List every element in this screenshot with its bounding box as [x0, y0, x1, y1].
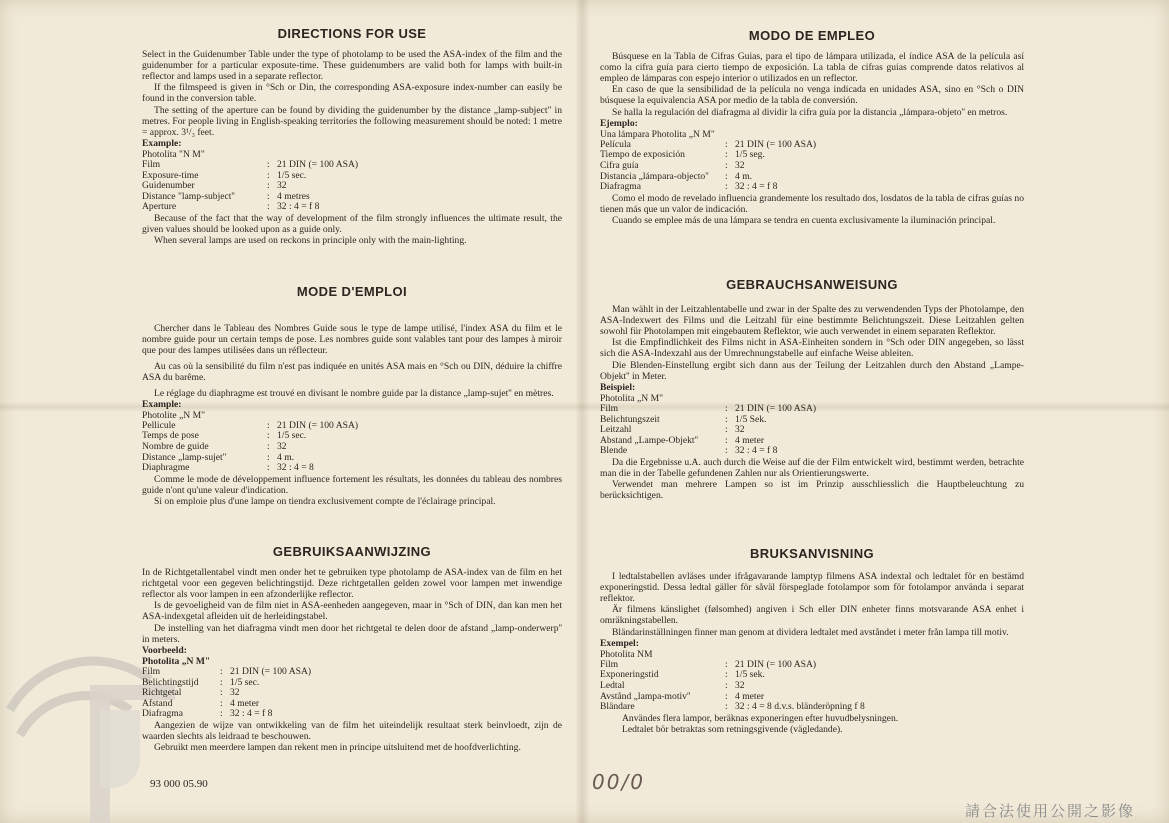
- row-key: Diafragma: [600, 181, 642, 193]
- product-name: Photolita „N M": [142, 655, 211, 667]
- section-swedish: [600, 548, 1024, 735]
- paragraph: Au cas où la sensibilité du film n'est pas indiquée en unités ASA mais en °Sch ou DIN, déduire la chiffre ASA du barême.: [142, 361, 562, 384]
- row-value: 4 meter: [735, 690, 765, 702]
- row-key: Nombre de guide: [142, 441, 209, 453]
- table-row: Film : 21 DIN (= 100 ASA): [142, 665, 312, 677]
- paragraph: Ledtalet bör betraktas som retningsgivende (vägledande).: [622, 723, 843, 735]
- row-value: 4 meter: [230, 697, 260, 709]
- example-label: Example:: [142, 398, 182, 410]
- example-table: [600, 140, 816, 193]
- example-table: [142, 667, 311, 720]
- row-value: 4 m.: [277, 451, 295, 463]
- row-value: 1/5 sec.: [230, 676, 260, 688]
- section-english: [142, 28, 562, 246]
- row-value: 21 DIN (= 100 ASA): [735, 658, 817, 670]
- row-value: 1/5 Sek.: [735, 413, 767, 425]
- product-name: Photolita NM: [600, 648, 653, 660]
- table-row: Film : 21 DIN (= 100 ASA): [600, 402, 817, 414]
- paragraph: In de Richtgetallentabel vindt men onder het te gebruiken type photolamp de ASA-index van de film en het richtgetal voor een gegeven belichtingstijd. Deze richtgetallen gelden zowel voor lampen met inwendige reflector als voor lampen in een afzonderlijke reflector.: [142, 567, 562, 601]
- row-value: 32 : 4 = f 8: [735, 181, 778, 193]
- paragraph: Como el modo de revelado influencia grandemente los resultado dos, losdatos de la tabla de cifras guías no tienen más que un valor de indicación.: [600, 192, 1024, 215]
- table-row: Tiempo de exposición : 1/5 seg.: [600, 150, 816, 161]
- section-dutch: [142, 546, 562, 753]
- row-key: Bländare: [600, 701, 635, 713]
- row-key: Guidenumber: [142, 180, 195, 192]
- example-table: [142, 160, 358, 213]
- row-value: 32 : 4 = 8: [277, 462, 314, 474]
- paragraph: Aangezien de wijze van ontwikkeling van de film het uiteindelijk resultaat sterk beinvloedt, zijn de waarden slechts als leidraad te beschouwen.: [142, 719, 562, 742]
- paragraph: Chercher dans le Tableau des Nombres Guide sous le type de lampe utilisé, l'index ASA du film et le nombre guide pour un certain temps de pose. Les nombres guide sont valables tant pour des lampes à miroir que pour des lampes utilisées dans un réflecteur.: [142, 323, 562, 357]
- table-row: Abstand „Lampe-Objekt'' : 4 meter: [600, 436, 816, 447]
- section-title: GEBRUIKSAANWIJZING: [272, 544, 432, 559]
- row-key: Pellicule: [142, 419, 176, 431]
- example-table: [600, 404, 816, 457]
- row-key: Aperture: [142, 201, 177, 213]
- row-key: Exponeringstid: [600, 669, 659, 681]
- row-key: Distance "lamp-subject'': [142, 190, 235, 202]
- row-key: Cifra guía: [600, 160, 639, 172]
- table-row: Avstånd „lampa-motiv'' : 4 meter: [600, 692, 865, 703]
- product-name: Photolita "N M": [142, 148, 205, 160]
- row-key: Film: [600, 402, 619, 414]
- paragraph: Är filmens känslighet (følsomhed) angiven i Sch eller DIN enheter finns motsvarande ASA enhet i omräkningstabellen.: [600, 604, 1024, 627]
- table-row: Película : 21 DIN (= 100 ASA): [600, 138, 817, 150]
- table-row: Distance "lamp-subject'' : 4 metres: [142, 192, 358, 203]
- row-key: Leitzahl: [600, 424, 632, 436]
- section-french: [142, 286, 562, 507]
- example-label: Ejemplo:: [600, 117, 638, 129]
- paragraph: Se halla la regulación del diafragma al dividir la cifra guía por la distancia „lámpara-objeto'' en metros.: [612, 106, 1008, 118]
- paragraph: Bländarinställningen finner man genom at dividera ledtalet med avståndet i meter från lampa till motiv.: [612, 626, 1009, 638]
- paragraph: Man wählt in der Leitzahlentabelle und zwar in der Spalte des zu verwendenden Typs der Photolampe, den ASA-Indexwert des Films und die Leitzahl für eine bestimmte Belichtungszeit. Diese Leitzahlen gelten sowohl für Photolampen mit eingebautem Reflektor, wie auch verwendet in einem separaten Reflektor.: [600, 304, 1024, 338]
- row-value: 32: [735, 680, 745, 692]
- row-key: Afstand: [142, 697, 173, 709]
- paragraph: Gebruikt men meerdere lampen dan rekent men in principe uitsluitend met de hoofdverlichting.: [154, 742, 521, 754]
- paragraph: Búsquese en la Tabla de Cifras Guias, para el tipo de lámpara utilizada, el índice ASA de la película así como la cifra guía para cierto tiempo de exposición. La tabla de cifras guías comprende datos relativos al empleo de lámparas con espejo interior o utilizados en un reflector.: [600, 51, 1024, 85]
- row-key: Diaphragme: [142, 462, 190, 474]
- row-value: 1/5 sec.: [277, 169, 307, 181]
- paragraph: The setting of the aperture can be found by dividing the guidenumber by the distance „lamp-subject" in metres. For people living in English-speaking territories the following measurement should be noted: 1 metre = approx. 3¹/₃ feet.: [142, 104, 562, 138]
- section-title: GEBRAUCHSANWEISUNG: [726, 277, 898, 292]
- paragraph: Comme le mode de développement influence fortement les résultats, les données du tableau des nombres guide n'ont qu'une valeur d'indication.: [142, 473, 562, 496]
- row-key: Película: [600, 138, 631, 150]
- row-key: Abstand „Lampe-Objekt'': [600, 434, 699, 446]
- row-value: 32 : 4 = 8 d.v.s. bländeröpning f 8: [735, 701, 865, 713]
- table-row: Blende : 32 : 4 = f 8: [600, 446, 816, 457]
- row-value: 21 DIN (= 100 ASA): [277, 159, 359, 171]
- row-key: Film: [142, 665, 161, 677]
- section-spanish: [600, 30, 1024, 226]
- table-row: Film : 21 DIN (= 100 ASA): [600, 660, 865, 671]
- paragraph: If the filmspeed is given in °Sch or Din, the corresponding ASA-exposure index-number can easily be found in the conversion table.: [142, 82, 562, 105]
- table-row: Pellicule : 21 DIN (= 100 ASA): [142, 419, 359, 431]
- table-row: Belichtungszeit : 1/5 Sek.: [600, 415, 816, 426]
- paragraph: Verwendet man mehrere Lampen so ist im Prinzip ausschliesslich die Hauptbeleuchtung zu berücksichtigen.: [600, 479, 1024, 502]
- table-row: Aperture : 32 : 4 = f 8: [142, 202, 358, 213]
- table-row: Leitzahl : 32: [600, 425, 816, 436]
- paragraph: Användes flera lampor, beräknas exponeringen efter huvudbelysningen.: [622, 712, 899, 724]
- section-title: MODO DE EMPLEO: [748, 28, 876, 43]
- table-row: Diaphragme : 32 : 4 = 8: [142, 463, 358, 474]
- table-row: Exponeringstid : 1/5 sek.: [600, 670, 865, 681]
- table-row: Nombre de guide : 32: [142, 442, 358, 453]
- row-value: 32 : 4 = f 8: [230, 708, 273, 720]
- row-key: Distance „lamp-sujet'': [142, 451, 227, 463]
- row-key: Richtgetal: [142, 687, 182, 699]
- table-row: Richtgetal : 32: [142, 688, 311, 699]
- paragraph: Select in the Guidenumber Table under the type of photolamp to be used the ASA-index of the film and the guidenumber for a particular exposute-time. These guidenumbers are valid both for lamps with built-in reflector and lamps used in a separate reflector.: [142, 49, 562, 83]
- product-name: Una lámpara Photolita „N M": [600, 128, 715, 140]
- row-value: 21 DIN (= 100 ASA): [735, 138, 817, 150]
- row-key: Blende: [600, 445, 628, 457]
- row-value: 32: [230, 687, 240, 699]
- section-title: BRUKSANVISNING: [749, 546, 875, 561]
- example-label: Example:: [142, 137, 182, 149]
- row-key: Tiempo de exposición: [600, 149, 685, 161]
- paragraph: Die Blenden-Einstellung ergibt sich dann aus der Teilung der Leitzahlen durch den Abstand „Lampe-Objekt'' in Meter.: [600, 359, 1024, 382]
- row-key: Avstånd „lampa-motiv'': [600, 690, 691, 702]
- section-german: [600, 279, 1024, 501]
- row-key: Distancia „lámpara-objecto'': [600, 170, 709, 182]
- row-value: 21 DIN (= 100 ASA): [230, 665, 312, 677]
- table-row: Belichtingstijd : 1/5 sec.: [142, 678, 311, 689]
- table-row: Ledtal : 32: [600, 681, 865, 692]
- table-row: Diafragma : 32 : 4 = f 8: [142, 709, 311, 720]
- table-row: Temps de pose : 1/5 sec.: [142, 431, 358, 442]
- product-name: Photolita „N M": [600, 392, 664, 404]
- product-name: Photolite „N M": [142, 409, 206, 421]
- row-value: 1/5 seg.: [735, 149, 765, 161]
- section-title: DIRECTIONS FOR USE: [277, 26, 427, 41]
- handwritten-number: 00/0: [592, 770, 645, 794]
- table-row: Bländare : 32 : 4 = 8 d.v.s. bländeröpning f 8: [600, 701, 865, 713]
- paragraph: Is de gevoeligheid van de film niet in ASA-eenheden aangegeven, maar in °Sch of DIN, dan kan men het ASA-indexgetal afleiden uit de herleidingstabel.: [142, 600, 562, 623]
- table-row: Exposure-time : 1/5 sec.: [142, 171, 358, 182]
- paragraph: Because of the fact that the way of development of the film strongly influences the ultimate result, the given values should be looked upon as a guide only.: [142, 213, 562, 236]
- table-row: Guidenumber : 32: [142, 181, 358, 192]
- paragraph: En caso de que la sensibilidad de la película no venga indicada en unidades ASA, sino en °Sch o DIN búsquese la equivalencia ASA por medio de la tabla de conversión.: [600, 84, 1024, 107]
- paragraph: Ist die Empfindlichkeit des Films nicht in ASA-Einheiten sondern in °Sch oder DIN angegeben, so lässt sich die ASA-Indexzahl aus der Umrechnungstabelle auf einfache Weise ableiten.: [600, 337, 1024, 360]
- row-key: Film: [142, 159, 161, 171]
- row-value: 32: [277, 180, 287, 192]
- row-value: 32: [735, 424, 745, 436]
- row-key: Temps de pose: [142, 430, 199, 442]
- row-key: Film: [600, 658, 619, 670]
- paragraph: Cuando se emplee más de una lámpara se tendra en cuenta exclusivamente la iluminación principal.: [612, 215, 996, 226]
- example-label: Voorbeeld:: [142, 644, 187, 656]
- paragraph: Da die Ergebnisse u.A. auch durch die Weise auf die der Film entwickelt wird, bestimmt werden, betrachte man die in der Tabelle gefundenen Zahlen nur als Orientierungswerte.: [600, 456, 1024, 479]
- paragraph: De instelling van het diafragma vindt men door het richtgetal te delen door de afstand „lamp-onderwerp'' in meters.: [142, 622, 562, 645]
- row-key: Ledtal: [600, 680, 625, 692]
- section-title: MODE D'EMPLOI: [296, 284, 408, 299]
- row-key: Diafragma: [142, 708, 184, 720]
- paragraph: I ledtalstabellen avläses under ifrågavarande lamptyp filmens ASA indextal och ledtalet för en bestämd exponeringstid. Dessa ledtal gäller för såväl förspeglade fotolampor som för fotolampor använda i separat reflektor.: [600, 571, 1024, 605]
- paragraph: When several lamps are used on reckons in principle only with the main-lighting.: [154, 235, 467, 247]
- row-value: 1/5 sek.: [735, 669, 765, 681]
- example-table: [600, 660, 865, 713]
- paragraph: Si on emploie plus d'une lampe on tiendra exclusivement compte de l'éclairage principal.: [154, 496, 496, 507]
- table-row: Distance „lamp-sujet'' : 4 m.: [142, 453, 358, 464]
- table-row: Afstand : 4 meter: [142, 699, 311, 710]
- table-row: Film : 21 DIN (= 100 ASA): [142, 159, 359, 171]
- row-key: Belichtungszeit: [600, 413, 660, 425]
- row-value: 4 metres: [277, 190, 310, 202]
- table-row: Diafragma : 32 : 4 = f 8: [600, 182, 816, 193]
- row-value: 21 DIN (= 100 ASA): [277, 419, 359, 431]
- row-value: 4 meter: [735, 434, 765, 446]
- watermark-text: 請合法使用公開之影像: [965, 802, 1136, 820]
- example-table: [142, 421, 358, 474]
- table-row: Distancia „lámpara-objecto'' : 4 m.: [600, 172, 816, 183]
- example-label: Beispiel:: [600, 381, 636, 393]
- row-value: 1/5 sec.: [277, 430, 307, 442]
- row-value: 32 : 4 = f 8: [735, 445, 778, 457]
- row-key: Belichtingstijd: [142, 676, 199, 688]
- example-label: Exempel:: [600, 637, 639, 649]
- document-code: 93 000 05.90: [150, 778, 208, 790]
- row-value: 32 : 4 = f 8: [277, 201, 320, 213]
- table-row: Cifra guía : 32: [600, 161, 816, 172]
- row-value: 21 DIN (= 100 ASA): [735, 402, 817, 414]
- row-value: 32: [277, 441, 287, 453]
- row-value: 4 m.: [735, 170, 753, 182]
- paragraph: Le réglage du diaphragme est trouvé en divisant le nombre guide par la distance „lamp-sujet'' en mètres.: [154, 387, 554, 399]
- row-key: Exposure-time: [142, 169, 199, 181]
- row-value: 32: [735, 160, 745, 172]
